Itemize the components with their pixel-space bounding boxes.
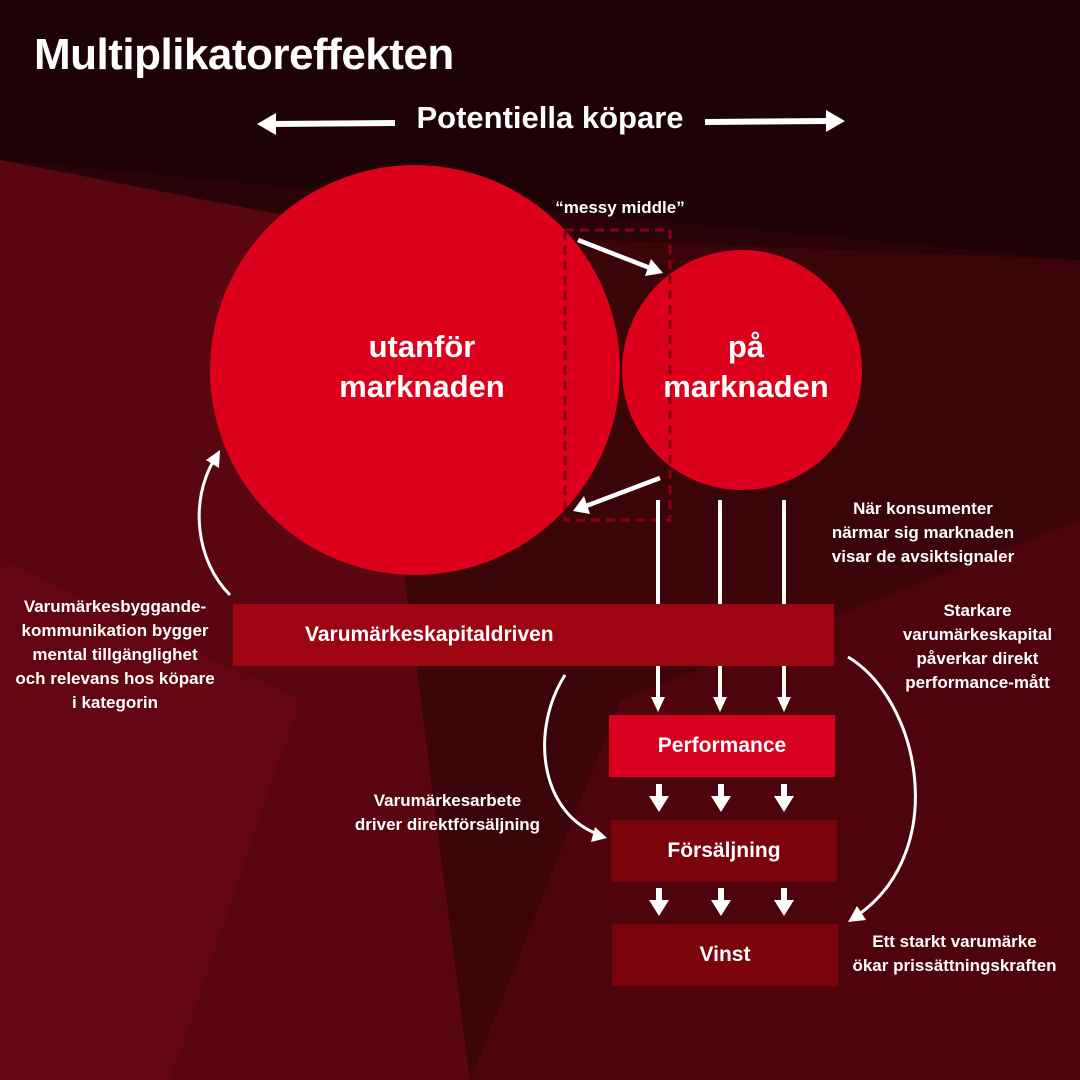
note-pricing-power [832,930,1077,978]
performance-box: Performance [609,715,835,777]
page-title: Multiplikatoreffekten [34,30,454,79]
note-line: ökar prissättningskraften [852,956,1057,975]
note-line: varumärkeskapital [902,625,1053,644]
note-line: kommunikation bygger [21,621,209,640]
potential-buyers-label: Potentiella köpare [416,100,684,135]
note-stronger-brand-equity [880,599,1075,695]
performance-to-sales-arrows [649,784,794,812]
curve-arrow-left-up [199,450,230,595]
outside-market-line2: marknaden [339,369,505,404]
header-arrow-left [257,113,395,135]
on-market-line1: på [727,329,765,364]
note-line: och relevans hos köpare [15,669,215,688]
outside-market-line1: utanför [368,329,476,364]
note-brand-building [0,595,230,715]
profit-box: Vinst [612,924,838,986]
note-line: mental tillgänglighet [32,645,198,664]
note-brand-drives-sales [335,789,560,837]
header-arrow-right [705,110,845,132]
on-market-line2: marknaden [663,369,829,404]
note-line: Varumärkesbyggande- [23,597,207,616]
brand-equity-box: Varumärkeskapitaldriven [233,604,834,666]
note-line: Varumärkesarbete [373,791,522,810]
note-intent-signals [810,497,1036,569]
messy-arrow-out [573,478,660,514]
messy-middle-label: “messy middle” [555,198,685,217]
note-line: i kategorin [72,693,158,712]
note-line: driver direktförsäljning [354,815,541,834]
curve-arrow-brand-to-profit [848,657,915,922]
sales-box: Försäljning [611,820,837,882]
on-market-label [640,327,852,407]
note-line: performance-mått [905,673,1050,692]
sales-to-profit-arrows [649,888,794,916]
note-line: närmar sig marknaden [831,523,1015,542]
note-line: visar de avsiktsignaler [831,547,1015,566]
note-line: påverkar direkt [916,649,1039,668]
note-line: Starkare [943,601,1012,620]
note-line: När konsumenter [853,499,993,518]
note-line: Ett starkt varumärke [872,932,1037,951]
outside-market-label [292,327,552,407]
